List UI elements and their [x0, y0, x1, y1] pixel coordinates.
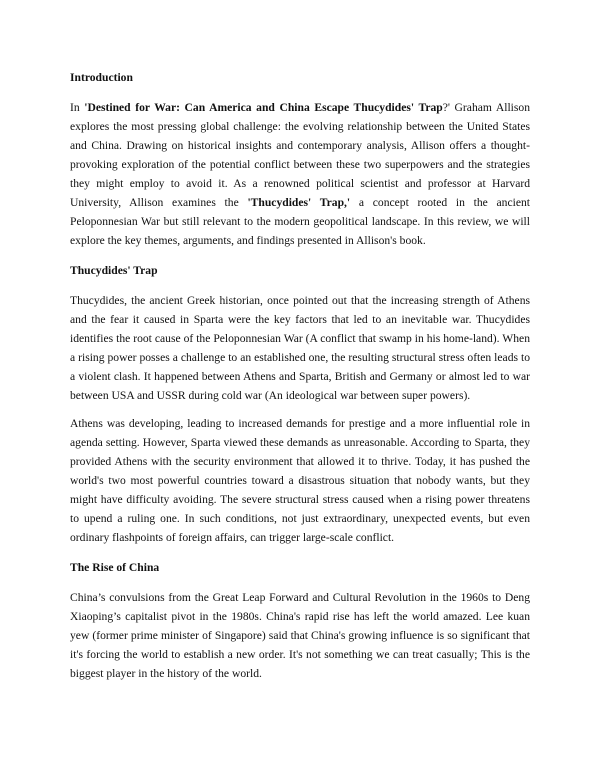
document-page [70, 68, 530, 694]
intro-text-b: ?' Graham Allison explores the most pressing global challenge: the evolving relationship between the United States and China. Drawing on historical insights and contemporary analysis, Allison offers a thought-provoking exploration of the potential conflict between these two superpowers and the strategies they might employ to avoid it. As a renowned political scientist and professor at Harvard University, Allison examines the [70, 101, 530, 209]
introduction-paragraph [70, 98, 530, 250]
intro-text-c: a concept rooted in the ancient Peloponnesian War but still relevant to the modern geopolitical landscape. In this review, we will explore the key themes, arguments, and findings presented in Allison's book. [70, 196, 530, 247]
thucydides-paragraph-1: Thucydides, the ancient Greek historian, once pointed out that the increasing strength of Athens and the fear it caused in Sparta were the key factors that led to an inevitable war. Thucydides identifies the root cause of the Peloponnesian War (A conflict that swamp in his home-land). When a rising power posses a challenge to an established one, the resulting structural stress often leads to a violent clash. It happened between Athens and Sparta, British and Germany or almost led to war between USA and USSR during cold war (An ideological war between super powers). [70, 294, 530, 402]
intro-text-a: In [70, 101, 85, 114]
rise-heading: The Rise of China [70, 561, 160, 574]
thucydides-trap-term: 'Thucydides' Trap,' [247, 196, 351, 209]
thucydides-heading: Thucydides' Trap [70, 264, 158, 277]
book-title: 'Destined for War: Can America and China Escape Thucydides' Trap [84, 101, 443, 114]
thucydides-paragraph-2: Athens was developing, leading to increased demands for prestige and a more influential role in agenda setting. However, Sparta viewed these demands as unreasonable. According to Sparta, they provided Athens with the security environment that allowed it to thrive. Today, it has pushed the world's two most powerful countries toward a disastrous situation that nobody wants, but they might have difficulty avoiding. The severe structural stress caused when a rising power threatens to upend a ruling one. In such conditions, not just extraordinary, unexpected events, but even ordinary flashpoints of foreign affairs, can trigger large-scale conflict. [70, 417, 530, 544]
introduction-heading: Introduction [70, 71, 133, 84]
rise-paragraph-1: China’s convulsions from the Great Leap Forward and Cultural Revolution in the 1960s to Deng Xiaoping’s capitalist pivot in the 1980s. China's rapid rise has left the world amazed. Lee kuan yew (former prime minister of Singapore) said that China's growing influence is so significant that it's forcing the world to establish a new order. It's not something we can treat casually; This is the biggest player in the history of the world. [70, 591, 530, 680]
